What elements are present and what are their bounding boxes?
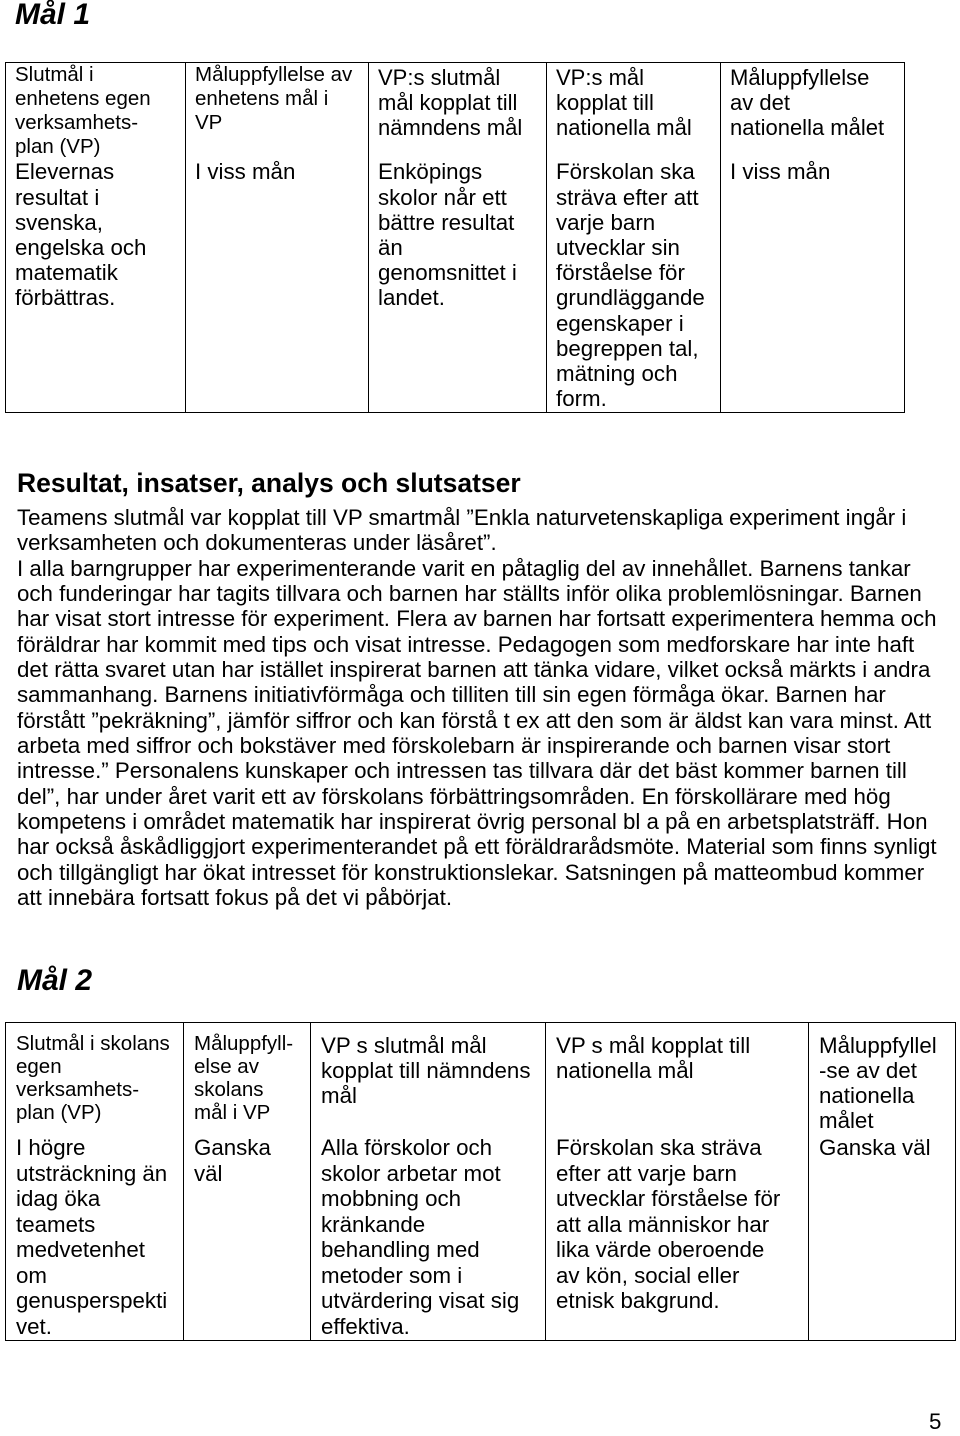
table-header-cell: Måluppfyllelse av enhetens mål i VP bbox=[195, 63, 353, 134]
table-header-cell: VP:s slutmål mål kopplat till nämndens mål bbox=[378, 64, 523, 140]
table-cell: Ganska väl bbox=[819, 1135, 931, 1161]
table-column-national-goal bbox=[546, 63, 720, 412]
table-column-national-goal bbox=[545, 1023, 808, 1340]
paragraph: Teamens slutmål var kopplat till VP smartmål ”Enkla naturvetenskapliga experiment ingår i verksamheten och dokumenteras under läsåret”. bbox=[17, 505, 907, 556]
table-cell: Förskolan ska sträva efter att varje barn utvecklar förståelse för att alla människor har lika värde oberoende av kön, social eller etnisk bakgrund. bbox=[556, 1135, 781, 1314]
table-header-cell: VP s mål kopplat till nationella mål bbox=[556, 1032, 751, 1083]
table-cell: I viss mån bbox=[195, 159, 296, 185]
goal-1-table bbox=[5, 62, 905, 413]
goal-1-heading: Mål 1 bbox=[15, 0, 91, 31]
table-cell: Förskolan ska sträva efter att varje barn utvecklar sin förståelse för grundläggande egenskaper i begreppen tal, mätning och form. bbox=[556, 159, 705, 412]
table-header-cell: Slutmål i skolans egen verksamhets- plan (VP) bbox=[16, 1031, 170, 1124]
goal-2-heading: Mål 2 bbox=[17, 964, 93, 997]
table-column-national-goal-fulfilment bbox=[808, 1023, 955, 1340]
results-heading: Resultat, insatser, analys och slutsatser bbox=[17, 468, 521, 498]
table-header-cell: Måluppfyllelse av det nationella målet bbox=[730, 64, 885, 140]
table-column-national-goal-fulfilment bbox=[720, 63, 904, 412]
table-header-cell: Slutmål i enhetens egen verksamhets- plan (VP) bbox=[15, 63, 151, 158]
table-column-unit-goal-fulfilment bbox=[185, 63, 368, 412]
table-header-cell: VP:s mål kopplat till nationella mål bbox=[556, 64, 692, 140]
results-body bbox=[17, 505, 937, 910]
table-cell: Enköpings skolor når ett bättre resultat än genomsnittet i landet. bbox=[378, 159, 517, 311]
table-cell: I viss mån bbox=[730, 159, 831, 185]
goal-2-table bbox=[5, 1022, 956, 1341]
table-header-cell: Måluppfyllel -se av det nationella målet bbox=[819, 1032, 937, 1133]
table-cell: Elevernas resultat i svenska, engelska och matematik förbättras. bbox=[15, 159, 147, 311]
table-cell: I högre utsträckning än idag öka teamets medvetenhet om genusperspekti vet. bbox=[16, 1135, 168, 1339]
table-column-school-goal-fulfilment bbox=[183, 1023, 310, 1340]
paragraph: I alla barngrupper har experimenterande varit en påtaglig del av innehållet. Barnens tankar och funderingar har tagits tillvara och barnen har ställts inför olika problemlösningar. Barnen har visat stort intresse för experiment. Flera av barnen har fortsatt experimentera hemma och föräldrar har kommit med tips och visat intresse. Pedagogen som medforskare har inte haft det rätta svaret utan har istället inspirerat barnen att tänka vidare, vilket också märkts i andra sammanhang. Barnens initiativförmåga och tilliten till sin egen förmåga ökar. Barnen har förstått ”pekräkning”, jämför siffror och kan förstå t ex att den som är äldst kan vara minst. Att arbeta med siffror och bokstäver med förskolebarn är inspirerande och barnen visar stort intresse.” Personalens kunskaper och intressen tas tillvara där det bäst kommer barnen till del”, har under året varit ett av förskolans förbättringsområden. En förskollärare med hög kompetens i området matematik har inspirerat övrig personal bl a på en arbetsplatsträff. Hon har också åskådliggjort experimenterandet på ett föräldrarådsmöte. Material som finns synligt och tillgängligt har ökat intresset för konstruktionslekar. Satsningen på matteombud kommer att innebära fortsatt fokus på det vi påbörjat. bbox=[17, 555, 937, 910]
table-header-cell: Måluppfyll- else av skolans mål i VP bbox=[194, 1031, 294, 1124]
page-number: 5 bbox=[929, 1409, 942, 1434]
table-column-goal-in-unit-plan bbox=[6, 63, 185, 412]
table-cell: Ganska väl bbox=[194, 1135, 271, 1186]
table-column-board-goal bbox=[310, 1023, 545, 1340]
table-column-goal-in-school-plan bbox=[6, 1023, 183, 1340]
table-header-cell: VP s slutmål mål kopplat till nämndens mål bbox=[321, 1032, 531, 1108]
table-column-board-goal bbox=[368, 63, 546, 412]
table-cell: Alla förskolor och skolor arbetar mot mobbning och kränkande behandling med metoder som i utvärdering visat sig effektiva. bbox=[321, 1135, 520, 1339]
